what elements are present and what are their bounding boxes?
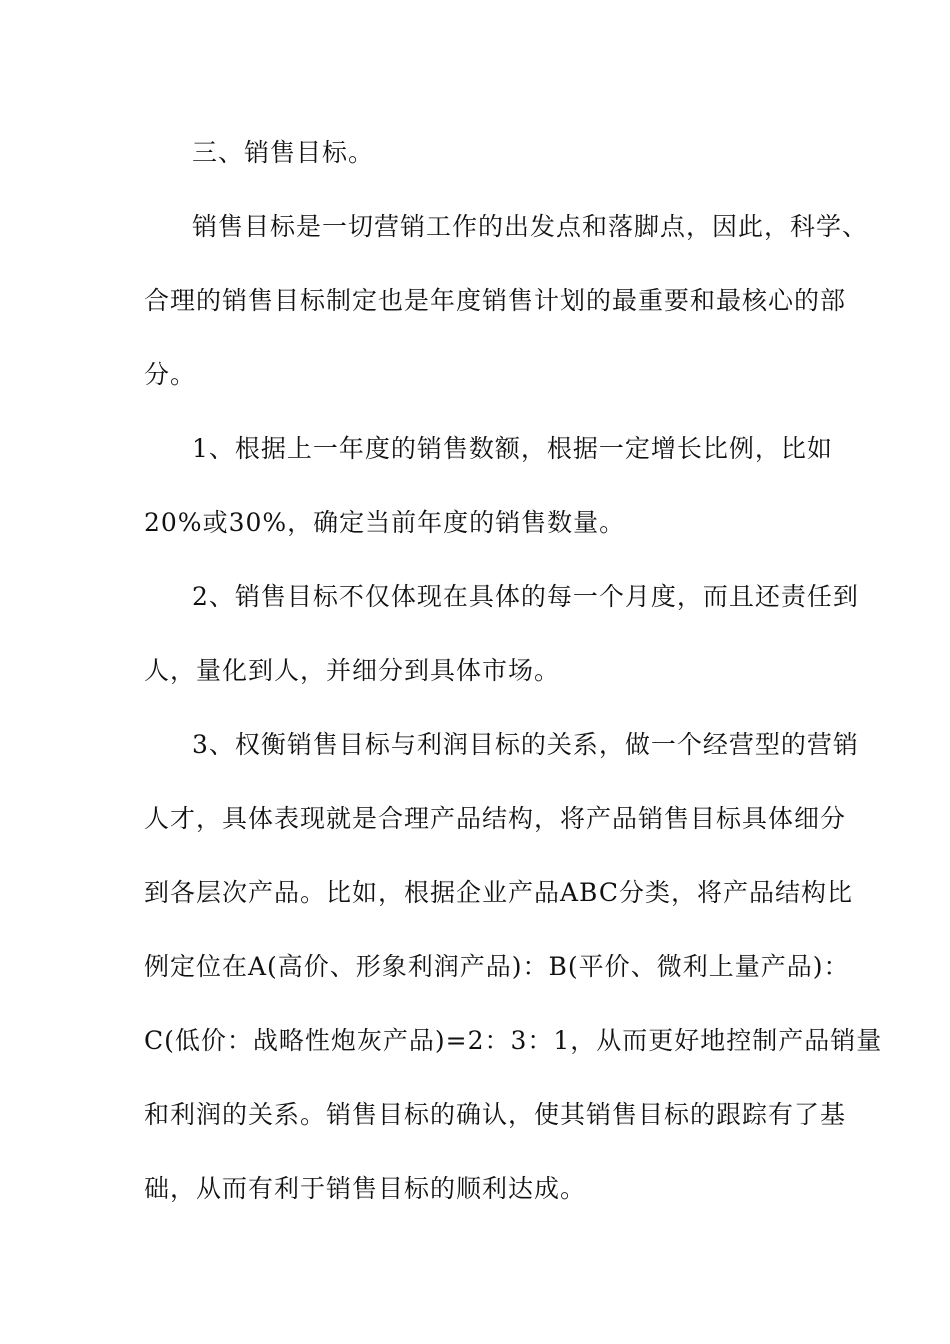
paragraph-line: 分。 bbox=[144, 360, 197, 389]
paragraph-line: 销售目标是一切营销工作的出发点和落脚点，因此，科学、 bbox=[192, 212, 869, 241]
list-item-3-line: 人才，具体表现就是合理产品结构，将产品销售目标具体细分 bbox=[144, 804, 847, 833]
list-item-1-line: 1、根据上一年度的销售数额，根据一定增长比例，比如 bbox=[192, 434, 833, 463]
paragraph-line: 合理的销售目标制定也是年度销售计划的最重要和最核心的部 bbox=[144, 286, 847, 315]
section-heading: 三、销售目标。 bbox=[192, 138, 375, 167]
list-item-1-line: 20%或30%，确定当前年度的销售数量。 bbox=[144, 508, 626, 537]
list-item-3-line: 到各层次产品。比如，根据企业产品ABC分类，将产品结构比 bbox=[144, 878, 854, 907]
list-item-3-line: 和利润的关系。销售目标的确认，使其销售目标的跟踪有了基 bbox=[144, 1100, 847, 1129]
list-item-3-line: 例定位在A(高价、形象利润产品)：B(平价、微利上量产品)： bbox=[144, 952, 850, 981]
list-item-3-line: 础，从而有利于销售目标的顺利达成。 bbox=[144, 1174, 587, 1203]
list-item-3-line: 3、权衡销售目标与利润目标的关系，做一个经营型的营销 bbox=[192, 730, 859, 759]
list-item-3-line: C(低价：战略性炮灰产品)=2：3：1，从而更好地控制产品销量 bbox=[144, 1026, 883, 1055]
list-item-2-line: 人，量化到人，并细分到具体市场。 bbox=[144, 656, 561, 685]
list-item-2-line: 2、销售目标不仅体现在具体的每一个月度，而且还责任到 bbox=[192, 582, 859, 611]
